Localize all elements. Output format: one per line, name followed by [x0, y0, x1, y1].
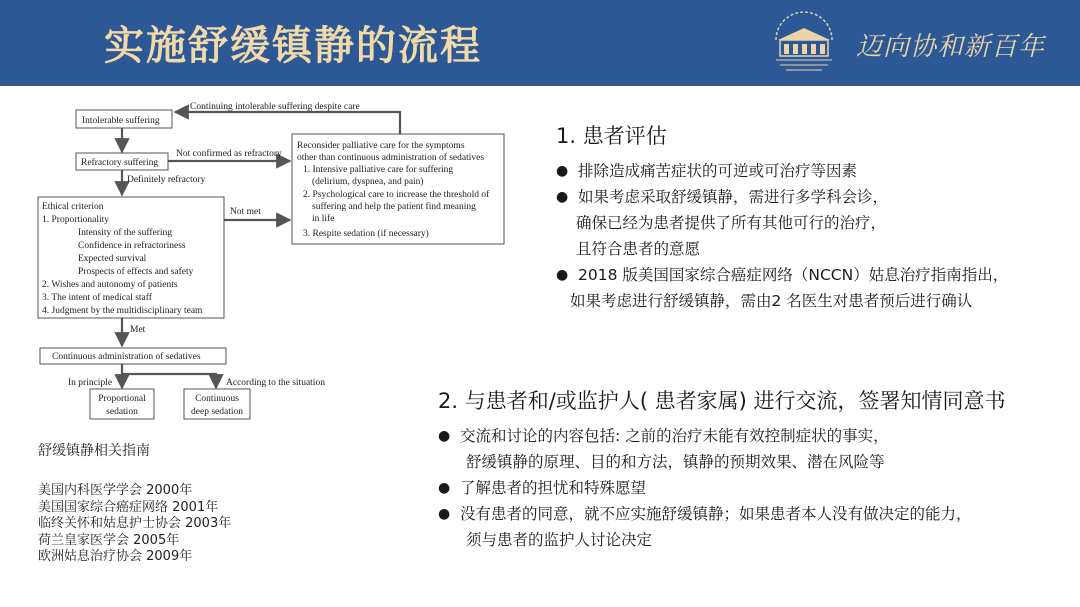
bullet-text: 2018 版美国国家综合癌症网络（NCCN）姑息治疗指南指出，	[578, 266, 1009, 284]
reconsider-line: other than continuous administration of sedatives	[297, 153, 485, 163]
bullet-text: 如果考虑采取舒缓镇静，需进行多学科会诊，	[578, 188, 889, 206]
proportional-label: Proportional	[98, 394, 146, 404]
deep-label: Continuous	[195, 394, 239, 404]
reconsider-line: 1. Intensive palliative care for suffering	[303, 165, 454, 175]
not-met-label: Not met	[230, 207, 261, 217]
bullet-continuation: 如果考虑进行舒缓镇静，需由2 名医生对患者预后进行确认	[570, 292, 973, 310]
list-item	[438, 423, 1006, 449]
continuing-loop-arrow	[175, 112, 400, 134]
intolerable-label: Intolerable suffering	[82, 116, 160, 126]
section2-heading: 2. 与患者和/或监护人( 患者家属) 进行交流，签署知情同意书	[438, 389, 1006, 413]
bullet-continuation: 舒缓镇静的原理、目的和方法，镇静的预期效果、潜在风险等	[466, 453, 885, 471]
reconsider-line: 2. Psychological care to increase the threshold of	[303, 190, 490, 200]
bullet-text: 交流和讨论的内容包括: 之前的治疗未能有效控制症状的事实，	[460, 427, 889, 445]
page-title: 实施舒缓镇静的流程	[104, 23, 482, 69]
ethical-line: 1. Proportionality	[42, 215, 110, 225]
slogan: 迈向协和新百年	[856, 32, 1046, 62]
continuing-label: Continuing intolerable suffering despite care	[190, 102, 360, 112]
ethical-line: Intensity of the suffering	[78, 228, 173, 238]
ethical-line: 3. The intent of medical staff	[42, 293, 152, 303]
bullet-text: 排除造成痛苦症状的可逆或可治疗等因素	[578, 162, 858, 180]
ethical-line: Expected survival	[78, 254, 147, 264]
ethical-line: Confidence in refractoriness	[78, 241, 186, 251]
list-item	[438, 475, 1006, 501]
section1-heading: 1. 患者评估	[556, 124, 667, 148]
guideline-item: 欧洲姑息治疗协会 2009年	[38, 549, 193, 564]
list-item	[556, 184, 1008, 210]
reconsider-line: in life	[312, 214, 335, 224]
bullet-continuation: 且符合患者的意愿	[576, 240, 701, 258]
proportional-label: sedation	[106, 407, 138, 417]
ethical-line: Ethical criterion	[42, 202, 104, 212]
bullet-continuation: 确保已经为患者提供了所有其他可行的治疗，	[576, 214, 887, 232]
bullet-icon: ●	[556, 267, 569, 283]
according-arrow	[122, 374, 216, 388]
reconsider-line: Reconsider palliative care for the symptoms	[297, 141, 465, 151]
reconsider-line: suffering and help the patient find meaning	[312, 202, 476, 212]
reconsider-line: (delirium, dyspnea, and pain)	[312, 177, 424, 187]
list-item	[556, 158, 1008, 184]
definitely-label: Definitely refractory	[127, 175, 206, 185]
section-patient-assessment	[556, 120, 1008, 314]
continuous-label: Continuous administration of sedatives	[52, 352, 201, 362]
guideline-item: 临终关怀和姑息护士协会 2003年	[38, 516, 232, 531]
guideline-item: 美国内科医学学会 2000年	[38, 483, 193, 498]
ethical-line: Prospects of effects and safety	[78, 267, 194, 277]
flowchart-svg	[0, 96, 520, 426]
met-label: Met	[130, 325, 146, 335]
section-communication	[438, 385, 1006, 553]
ethical-line: 4. Judgment by the multidisciplinary team	[42, 306, 203, 316]
guideline-item: 美国国家综合癌症网络 2001年	[38, 499, 219, 515]
guidelines-list	[38, 440, 231, 566]
bullet-icon: ●	[556, 189, 569, 205]
bullet-text: 没有患者的同意，就不应实施舒缓镇静；如果患者本人没有做决定的能力，	[460, 505, 972, 523]
header-bar	[0, 0, 1080, 86]
bullet-continuation: 须与患者的监护人讨论决定	[466, 531, 653, 549]
guidelines-title: 舒缓镇静相关指南	[38, 443, 150, 459]
refractory-label: Refractory suffering	[81, 158, 159, 168]
bullet-icon: ●	[438, 480, 451, 496]
guideline-item: 荷兰皇家医学会 2005年	[38, 532, 180, 548]
bullet-icon: ●	[556, 163, 569, 179]
list-item	[556, 262, 1008, 288]
bullet-icon: ●	[438, 428, 451, 444]
list-item	[438, 501, 1006, 527]
bullet-icon: ●	[438, 506, 451, 522]
deep-label: deep sedation	[191, 407, 243, 417]
reconsider-line: 3. Respite sedation (if necessary)	[303, 229, 429, 239]
hospital-logo-icon	[762, 10, 846, 74]
in-principle-label: In principle	[68, 378, 113, 388]
according-label: According to the situation	[226, 378, 325, 388]
ethical-line: 2. Wishes and autonomy of patients	[42, 280, 178, 290]
not-confirmed-label: Not confirmed as refractory	[176, 149, 282, 159]
bullet-text: 了解患者的担忧和特殊愿望	[460, 479, 647, 497]
sedation-flowchart	[0, 96, 520, 426]
